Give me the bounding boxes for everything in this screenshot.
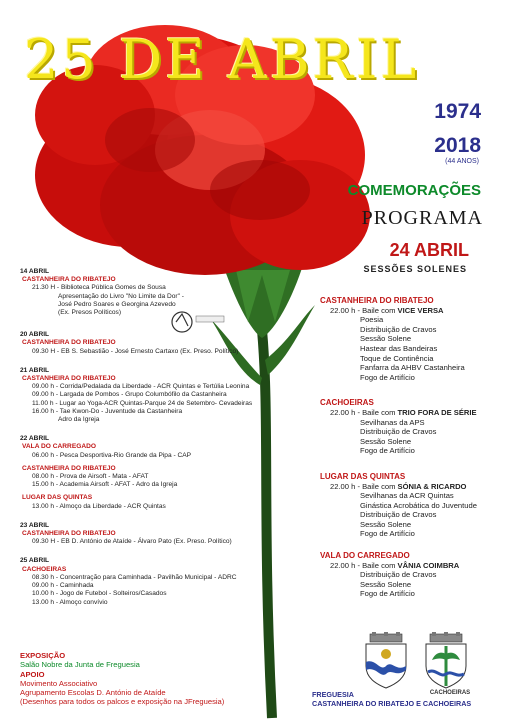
event-line: 15.00 h - Academia Airsoft - AFAT - Adro da Igreja <box>32 481 178 489</box>
programa-heading: PROGRAMA <box>361 207 483 229</box>
event-item: Fanfarra da AHBV Castanheira <box>360 363 465 373</box>
day-date: 23 ABRIL <box>20 521 50 529</box>
crest-label: CACHOEIRAS <box>429 690 471 696</box>
event-place: VALA DO CARREGADO <box>320 551 410 561</box>
event-item: Fogo de Artifício <box>360 446 415 456</box>
freguesia-line: FREGUESIA <box>312 690 354 699</box>
exposicao-place: Salão Nobre da Junta de Freguesia <box>20 660 140 669</box>
year-2018: 2018 <box>434 134 481 157</box>
apoio-line: (Desenhos para todos os palcos e exposição na JFreguesia) <box>20 697 225 706</box>
event-line: José Pedro Soares e Georgina Azevedo <box>58 300 176 308</box>
day-date: 22 ABRIL <box>20 435 50 443</box>
exposicao-title: EXPOSIÇÃO <box>20 651 66 660</box>
event-item: Sevilhanas da ACR Quintas <box>360 491 454 501</box>
event-place: LUGAR DAS QUINTAS <box>22 494 93 502</box>
event-place: CASTANHEIRA DO RIBATEJO <box>22 375 116 383</box>
event-line: Adro da Igreja <box>58 416 100 424</box>
event-line: 09.30 H - EB D. António de Ataíde - Álvaro Pato (Ex. Preso. Político) <box>32 538 232 546</box>
parish-crest-icon <box>360 632 412 692</box>
event-place: CASTANHEIRA DO RIBATEJO <box>22 530 116 538</box>
event-place: CASTANHEIRA DO RIBATEJO <box>22 464 116 472</box>
event-band: SÓNIA & RICARDO <box>397 481 467 491</box>
event-line: 16.00 h - Tae Kwon-Do - Juventude da Castanheira <box>32 407 183 415</box>
event-item: Fogo de Artifício <box>360 589 415 599</box>
event-line: 08.30 h - Concentração para Caminhada - Pavilhão Municipal - ADRC <box>32 573 237 581</box>
year-1974: 1974 <box>434 100 481 123</box>
main-title: 25 DE ABRIL <box>24 28 420 91</box>
apoio-line: Movimento Associativo <box>20 679 98 688</box>
event-item: Sevilhanas da APS <box>360 417 425 427</box>
event-time: 22.00 h - Baile com <box>330 481 398 491</box>
event-item: Sessão Solene <box>360 579 412 589</box>
event-item: Sessão Solene <box>360 334 412 344</box>
left-schedule <box>20 268 260 607</box>
day-date: 20 ABRIL <box>20 331 50 339</box>
day-date: 14 ABRIL <box>20 268 50 275</box>
event-main <box>330 306 500 316</box>
right-schedule <box>320 296 500 599</box>
event-time: 22.00 h - Baile com <box>330 560 398 570</box>
event-item: Fogo de Artifício <box>360 372 415 382</box>
event-place: CACHOEIRAS <box>320 398 374 408</box>
event-line: 21.30 H - Biblioteca Pública Gomes de Sousa <box>32 284 166 292</box>
freguesia-footer <box>312 690 471 708</box>
event-line: Apresentação do Livro "No Limite da Dor" - <box>58 292 184 300</box>
event-line: 13.00 h - Almoço convívio <box>32 598 108 606</box>
event-line: 09.00 h - Corrida/Pedalada da Liberdade - ACR Quintas e Tertúlia Leonina <box>32 383 250 391</box>
event-main <box>330 482 500 492</box>
event-item: Sessão Solene <box>360 436 412 446</box>
comemoracoes-heading: COMEMORAÇÕES <box>347 182 481 199</box>
event-item: Hastear das Bandeiras <box>360 343 438 353</box>
event-item: Fogo de Artifício <box>360 529 415 539</box>
event-main <box>330 561 500 571</box>
event-item: Distribuição de Cravos <box>360 324 437 334</box>
event-band: VÂNIA COIMBRA <box>397 560 460 570</box>
event-item: Distribuição de Cravos <box>360 427 437 437</box>
event-place: CASTANHEIRA DO RIBATEJO <box>22 339 116 347</box>
event-item: Distribuição de Cravos <box>360 570 437 580</box>
event-place: CASTANHEIRA DO RIBATEJO <box>22 276 116 284</box>
event-line: 09.00 h - Largada de Pombos - Grupo Columbófilo da Castanheira <box>32 391 227 399</box>
event-line: 06.00 h - Pesca Desportiva-Rio Grande da Pipa - CAP <box>32 451 192 459</box>
event-item: Sessão Solene <box>360 519 412 529</box>
apoio-title: APOIO <box>20 670 45 679</box>
event-item: Poesia <box>360 315 384 325</box>
event-line: 09.00 h - Caminhada <box>32 582 94 590</box>
event-main <box>330 408 500 418</box>
event-item: Ginástica Acrobática do Juventude <box>360 500 477 510</box>
event-item: Toque de Continência <box>360 353 434 363</box>
exposicao-section <box>20 651 140 669</box>
event-line: (Ex. Presos Políticos) <box>58 309 122 317</box>
event-band: TRIO FORA DE SÉRIE <box>397 407 477 417</box>
event-place: LUGAR DAS QUINTAS <box>320 471 406 481</box>
event-band: VICE VERSA <box>397 305 444 315</box>
event-item: Distribuição de Cravos <box>360 510 437 520</box>
event-place: CASTANHEIRA DO RIBATEJO <box>320 296 434 305</box>
freguesia-line: CASTANHEIRA DO RIBATEJO E CACHOEIRAS <box>312 699 472 708</box>
main-session: SESSÕES SOLENES <box>363 264 467 274</box>
event-place: CACHOEIRAS <box>22 565 67 573</box>
event-time: 22.00 h - Baile com <box>330 407 398 417</box>
day-date: 21 ABRIL <box>20 366 50 374</box>
day-date: 25 ABRIL <box>20 557 50 565</box>
main-date: 24 ABRIL <box>389 240 469 260</box>
event-line: 08.00 h - Prova de Airsoft - Mata - AFAT <box>32 473 149 481</box>
event-place: VALA DO CARREGADO <box>22 443 96 451</box>
event-line: 09.30 H - EB S. Sebastião - José Ernesto Cartaxo (Ex. Preso. Político) <box>32 347 239 355</box>
event-line: 13.00 h - Almoço da Liberdade - ACR Quintas <box>32 502 166 510</box>
years-note: (44 ANOS) <box>445 158 479 165</box>
event-line: 11.00 h - Lugar ao Yoga-ACR Quintas-Parque 24 de Setembro- Cevadeiras <box>32 399 253 407</box>
apoio-line: Agrupamento Escolas D. António de Ataíde <box>20 688 166 697</box>
event-time: 22.00 h - Baile com <box>330 305 398 315</box>
cachoeiras-crest-icon <box>420 632 472 692</box>
apoio-section <box>20 670 224 706</box>
event-line: 10.00 h - Jogo de Futebol - Solteiros/Casados <box>32 590 167 598</box>
